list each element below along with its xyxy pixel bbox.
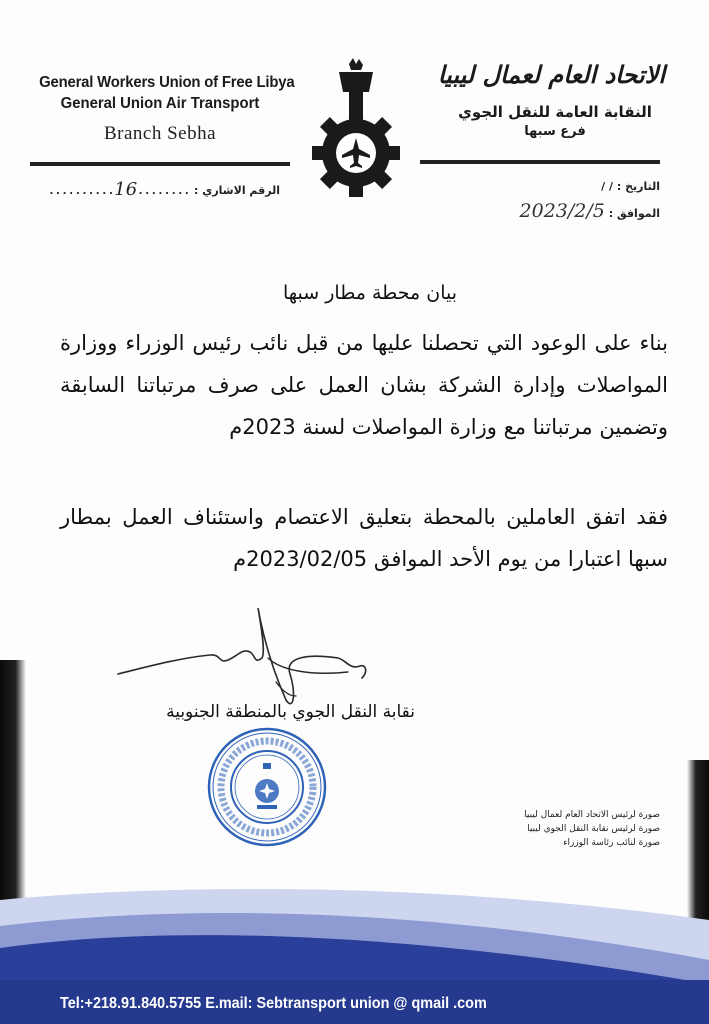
date-slashes: / / [601,180,614,193]
letterhead-en-line2: General Union Air Transport [60,95,260,112]
header-rule-right [420,160,660,164]
letterhead-en-line1: General Workers Union of Free Libya [39,74,295,91]
letterhead-ar-branch: فرع سبها [524,124,586,139]
letterhead-ar-line1: الاتحاد العام لعمال ليبيا [437,60,665,89]
reference-dots-tail: .......... [48,184,115,197]
reference-handwritten: 16 [114,179,138,200]
statement-paragraph-1: بناء على الوعود التي تحصلنا عليها من قبل نائب رئيس الوزراء ووزارة المواصلات وإدارة الشركة بشان العمل على صرف مرتباتنا السابقة وتضمين مرتباتنا مع وزارة المواصلات لسنة 2023م [60,331,668,439]
cc-line-1: صورة لرئيس الاتحاد العام لعمال ليبيا [524,810,660,820]
cc-line-3: صورة لنائب رئاسة الوزراء [563,838,660,848]
reference-number [30,178,280,199]
header-rule-left [30,162,290,166]
english-letterhead [30,74,295,145]
statement-paragraph-2: فقد اتفق العاملين بالمحطة بتعليق الاعتصام واستئناف العمل بمطار سبها اعتبارا من يوم الأحد الموافق 2023/02/05م [60,505,668,571]
corresponding-date-line [470,200,660,222]
official-stamp-icon [205,725,330,850]
letterhead-ar-line2: النقابة العامة للنقل الجوي [458,103,652,121]
reference-dots: ........ [137,184,191,197]
date-label: التاريخ : [616,180,660,193]
carbon-copy-list [440,808,660,850]
statement-title: بيان محطة مطار سبها [282,282,458,304]
corresponding-date-handwritten: 2023/2/5 [519,200,605,222]
date-line [520,180,660,193]
reference-label: الرقم الاشاري : [194,184,280,197]
footer-contact: Tel:+218.91.840.5755 E.mail: Sebtransport union @ qmail .com [60,995,487,1012]
union-logo-icon [311,58,401,198]
letterhead-en-branch: Branch Sebha [103,123,217,144]
corresponding-label: الموافق : [608,207,660,220]
arabic-letterhead [415,60,665,139]
cc-line-2: صورة لرئيس نقابة النقل الجوي ليبيا [527,824,660,834]
signatory-name: نقابة النقل الجوي بالمنطقة الجنوبية [166,702,415,722]
